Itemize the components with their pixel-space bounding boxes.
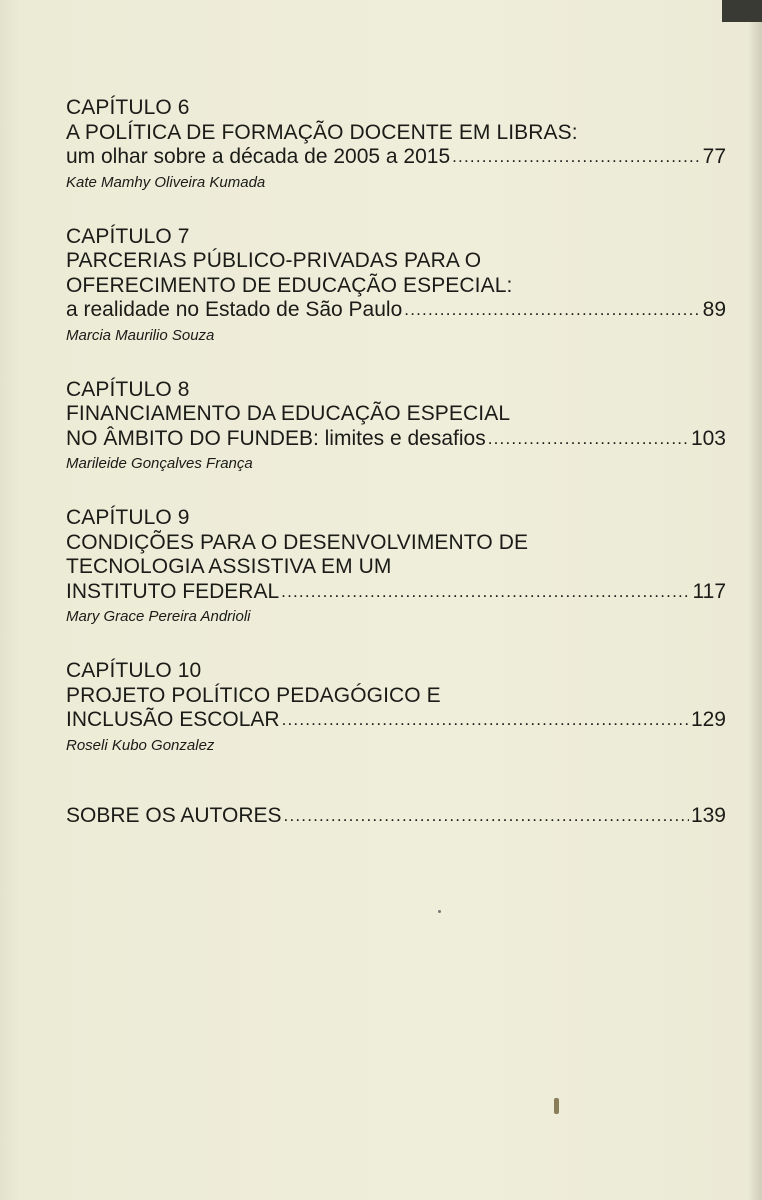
author-name: Kate Mamhy Oliveira Kumada xyxy=(66,173,266,191)
author-name: Marileide Gonçalves França xyxy=(66,455,253,472)
page-number: 77 xyxy=(702,145,726,168)
chapter-title-leader xyxy=(66,427,726,453)
page-number: 103 xyxy=(690,426,726,450)
page-corner xyxy=(722,0,762,22)
chapter-title-leader xyxy=(66,580,726,606)
chapter-label: CAPÍTULO 10 xyxy=(66,659,202,682)
chapter-title-leader xyxy=(66,804,726,830)
chapter-label: CAPÍTULO 7 xyxy=(66,224,190,248)
chapter-title-line: NO ÂMBITO DO FUNDEB: limites e desafios xyxy=(66,426,486,450)
page-blemish xyxy=(554,1098,559,1114)
print-speck xyxy=(438,910,441,913)
chapter-title-line: PROJETO POLÍTICO PEDAGÓGICO E xyxy=(66,683,441,707)
dot-leader xyxy=(488,426,689,452)
author-name: Marcia Maurilio Souza xyxy=(66,326,215,344)
page-number: 117 xyxy=(692,579,726,603)
chapter-title-line: OFERECIMENTO DE EDUCAÇÃO ESPECIAL: xyxy=(66,273,513,297)
dot-leader xyxy=(452,144,701,170)
chapter-title-leader xyxy=(66,145,726,171)
dot-leader xyxy=(282,707,689,733)
toc-entry-chapter-9 xyxy=(66,506,726,627)
dot-leader xyxy=(284,803,689,829)
chapter-title-leader xyxy=(66,708,726,734)
toc-entry-chapter-10 xyxy=(66,659,726,756)
toc-entry-chapter-6 xyxy=(66,96,726,193)
chapter-title-line: FINANCIAMENTO DA EDUCAÇÃO ESPECIAL xyxy=(66,402,511,425)
page-edge-shadow xyxy=(748,0,762,1200)
chapter-title-line: CONDIÇÕES PARA O DESENVOLVIMENTO DE xyxy=(66,530,529,554)
chapter-title-line: INSTITUTO FEDERAL xyxy=(66,579,280,603)
chapter-title-leader xyxy=(66,298,726,324)
section-title: SOBRE OS AUTORES xyxy=(66,803,282,827)
chapter-title-line: a realidade no Estado de São Paulo xyxy=(66,298,403,321)
page-number: 139 xyxy=(690,803,726,827)
table-of-contents xyxy=(66,96,726,829)
dot-leader xyxy=(404,297,700,323)
toc-entry-chapter-8 xyxy=(66,378,726,475)
chapter-title-line: A POLÍTICA DE FORMAÇÃO DOCENTE EM LIBRAS: xyxy=(66,120,578,144)
page-number: 129 xyxy=(690,708,726,731)
toc-entry-about-authors xyxy=(66,804,726,830)
dot-leader xyxy=(281,579,690,605)
chapter-title-line: PARCERIAS PÚBLICO-PRIVADAS PARA O xyxy=(66,249,482,272)
author-name: Roseli Kubo Gonzalez xyxy=(66,736,215,754)
chapter-label: CAPÍTULO 9 xyxy=(66,506,190,529)
chapter-label: CAPÍTULO 6 xyxy=(66,96,190,119)
page-number: 89 xyxy=(702,298,726,321)
toc-entry-chapter-7 xyxy=(66,225,726,346)
chapter-title-line: um olhar sobre a década de 2005 a 2015 xyxy=(66,145,451,168)
chapter-label: CAPÍTULO 8 xyxy=(66,377,190,401)
chapter-title-line: TECNOLOGIA ASSISTIVA EM UM xyxy=(66,555,392,578)
chapter-title-line: INCLUSÃO ESCOLAR xyxy=(66,708,280,731)
author-name: Mary Grace Pereira Andrioli xyxy=(66,608,251,625)
